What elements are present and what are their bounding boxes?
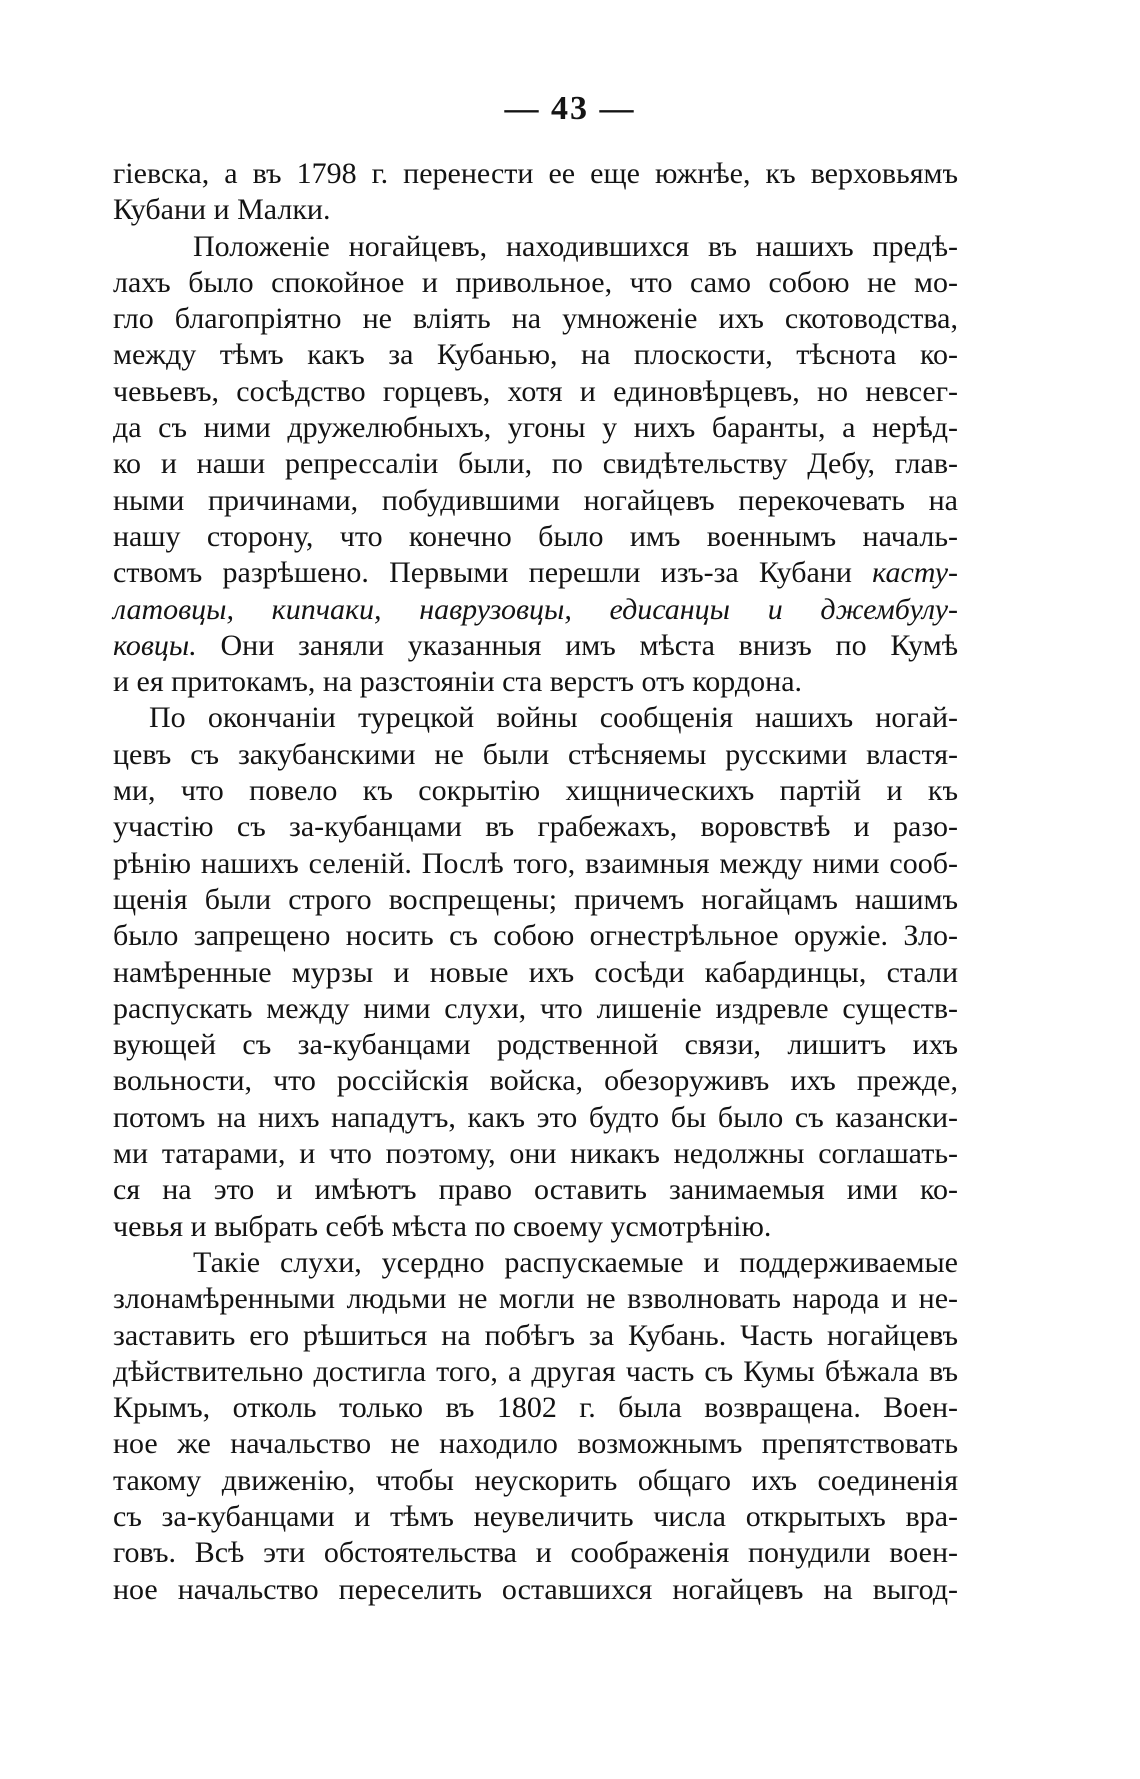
text-line: намѣренные мурзы и новые ихъ сосѣди кабардинцы, стали <box>113 955 958 989</box>
text-line: Положеніе ногайцевъ, находившихся въ нашихъ предѣ- <box>193 229 958 263</box>
text-line: латовцы, кипчаки, наврузовцы, едисанцы и джембулу- <box>113 592 958 626</box>
text-line: чевьевъ, сосѣдство горцевъ, хотя и единовѣрцевъ, но невсег- <box>113 374 958 408</box>
text-line: вольности, что россійскія войска, обезоруживъ ихъ прежде, <box>113 1064 958 1098</box>
text-line: ся на это и имѣютъ право оставить занимаемыя ими ко- <box>113 1173 958 1207</box>
text-line: было запрещено носить съ собою огнестрѣльное оружіе. Зло- <box>113 919 958 953</box>
text-line: ми татарами, и что поэтому, они никакъ недолжны соглашать- <box>113 1137 958 1171</box>
text-line: ко и наши репрессаліи были, по свидѣтельству Дебу, глав- <box>113 447 958 481</box>
text-line: гіевска, а въ 1798 г. перенести ее еще южнѣе, къ верховьямъ <box>113 157 958 190</box>
text-line: между тѣмъ какъ за Кубанью, на плоскости, тѣснота ко- <box>113 338 958 372</box>
text-line: ными причинами, побудившими ногайцевъ перекочевать на <box>113 483 958 517</box>
text-line: да съ ними дружелюбныхъ, угоны у нихъ баранты, а нерѣд- <box>113 411 958 445</box>
text-line: По окончаніи турецкой войны сообщенія нашихъ ногай- <box>149 701 958 735</box>
text-line: и ея притокамъ, на разстояніи ста верстъ отъ кордона. <box>113 665 803 699</box>
text-line: лахъ было спокойное и привольное, что само собою не мо- <box>113 265 958 299</box>
text-line: ное же начальство не находило возможнымъ препятствовать <box>113 1427 958 1461</box>
text-line: дѣйствительно достигла того, а другая часть съ Кумы бѣжала въ <box>113 1354 958 1388</box>
text-line: нашу сторону, что конечно было имъ военнымъ началь- <box>113 519 958 553</box>
text-line: рѣнію нашихъ селеній. Послѣ того, взаимныя между ними сооб- <box>113 846 958 880</box>
text-line: ное начальство переселить оставшихся ногайцевъ на выгод- <box>113 1572 958 1606</box>
text-line: щенія были строго воспрещены; причемъ ногайцамъ нашимъ <box>113 882 958 916</box>
line-italic-text: ковцы. <box>113 628 221 662</box>
line-text: Они заняли указанныя имъ мѣста внизъ по Кумѣ <box>220 628 958 662</box>
text-line: чевья и выбрать себѣ мѣста по своему усмотрѣнію. <box>113 1209 772 1243</box>
text-line: участію съ за-кубанцами въ грабежахъ, воровствѣ и разо- <box>113 810 958 844</box>
line-text: ствомъ разрѣшено. Первыми перешли изъ-за Кубани <box>113 556 873 590</box>
text-line: Крымъ, отколь только въ 1802 г. была возвращена. Воен- <box>113 1391 958 1425</box>
text-line: цевъ съ закубанскими не были стѣсняемы русскими властя- <box>113 737 958 771</box>
text-line <box>113 628 958 664</box>
text-line: Кубани и Малки. <box>113 193 331 227</box>
body-text <box>113 156 958 1608</box>
text-line: вующей съ за-кубанцами родственной связи, лишитъ ихъ <box>113 1028 958 1062</box>
text-line: потомъ на нихъ нападутъ, какъ это будто бы было съ казански- <box>113 1100 958 1134</box>
text-line: Такіе слухи, усердно распускаемые и поддерживаемые <box>193 1245 958 1279</box>
text-line <box>113 555 958 591</box>
text-line: заставить его рѣшиться на побѣгъ за Кубань. Часть ногайцевъ <box>113 1318 958 1352</box>
text-line: съ за-кубанцами и тѣмъ неувеличить числа открытыхъ вра- <box>113 1499 958 1533</box>
line-italic-text: касту- <box>872 556 958 590</box>
text-line: ми, что повело къ сокрытію хищническихъ партій и къ <box>113 774 958 808</box>
text-line: такому движенію, чтобы неускорить общаго ихъ соединенія <box>113 1463 958 1497</box>
page-number: — 43 — <box>504 90 636 127</box>
text-line: распускать между ними слухи, что лишеніе издревле существ- <box>113 991 958 1025</box>
text-line: гло благопріятно не вліять на умноженіе ихъ скотоводства, <box>113 302 958 336</box>
text-line: говъ. Всѣ эти обстоятельства и соображенія понудили воен- <box>113 1536 958 1570</box>
text-line: злонамѣренными людьми не могли не взволновать народа и не- <box>113 1282 958 1316</box>
